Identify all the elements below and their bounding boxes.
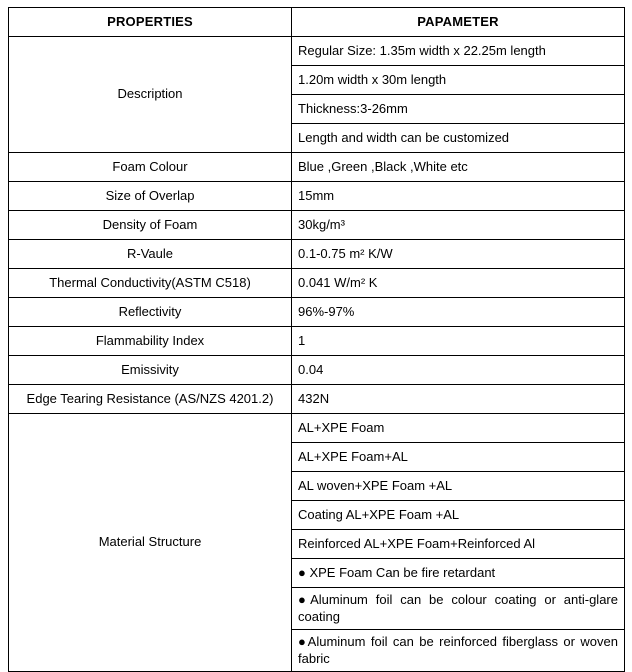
value-cell-material-2: AL+XPE Foam+AL <box>292 443 625 472</box>
value-cell-description-thickness: Thickness:3-26mm <box>292 95 625 124</box>
table-row <box>9 356 625 385</box>
property-cell-edge-tearing: Edge Tearing Resistance (AS/NZS 4201.2) <box>9 385 292 414</box>
property-cell-r-value: R-Vaule <box>9 240 292 269</box>
value-cell-description-size: Regular Size: 1.35m width x 22.25m length <box>292 37 625 66</box>
property-cell-size-of-overlap: Size of Overlap <box>9 182 292 211</box>
spec-table <box>8 7 625 672</box>
value-cell-thermal-conductivity: 0.041 W/m² K <box>292 269 625 298</box>
value-cell-material-5: Reinforced AL+XPE Foam+Reinforced Al <box>292 530 625 559</box>
property-cell-foam-colour: Foam Colour <box>9 153 292 182</box>
table-row <box>9 269 625 298</box>
column-header-properties: PROPERTIES <box>9 8 292 37</box>
value-cell-foam-colour: Blue ,Green ,Black ,White etc <box>292 153 625 182</box>
table-row <box>9 211 625 240</box>
value-cell-material-note-3: ●Aluminum foil can be reinforced fiberglass or woven fabric <box>292 630 625 672</box>
table-body <box>9 37 625 672</box>
table-row <box>9 153 625 182</box>
value-cell-description-custom: Length and width can be customized <box>292 124 625 153</box>
value-cell-edge-tearing: 432N <box>292 385 625 414</box>
property-cell-reflectivity: Reflectivity <box>9 298 292 327</box>
value-cell-size-of-overlap: 15mm <box>292 182 625 211</box>
value-cell-flammability-index: 1 <box>292 327 625 356</box>
table-row <box>9 327 625 356</box>
table-row <box>9 182 625 211</box>
table-row <box>9 385 625 414</box>
value-cell-material-4: Coating AL+XPE Foam +AL <box>292 501 625 530</box>
value-cell-reflectivity: 96%-97% <box>292 298 625 327</box>
table-header <box>9 8 625 37</box>
property-cell-emissivity: Emissivity <box>9 356 292 385</box>
header-row <box>9 8 625 37</box>
table-row <box>9 298 625 327</box>
value-cell-material-1: AL+XPE Foam <box>292 414 625 443</box>
value-cell-description-size2: 1.20m width x 30m length <box>292 66 625 95</box>
value-cell-emissivity: 0.04 <box>292 356 625 385</box>
table-row <box>9 37 625 66</box>
value-cell-density: 30kg/m³ <box>292 211 625 240</box>
property-cell-density: Density of Foam <box>9 211 292 240</box>
table-row <box>9 414 625 443</box>
column-header-parameter: PAPAMETER <box>292 8 625 37</box>
value-cell-r-value: 0.1-0.75 m² K/W <box>292 240 625 269</box>
value-cell-material-3: AL woven+XPE Foam +AL <box>292 472 625 501</box>
table-row <box>9 240 625 269</box>
property-cell-flammability-index: Flammability Index <box>9 327 292 356</box>
property-cell-description: Description <box>9 37 292 153</box>
property-cell-thermal-conductivity: Thermal Conductivity(ASTM C518) <box>9 269 292 298</box>
property-cell-material-structure: Material Structure <box>9 414 292 672</box>
value-cell-material-note-2: ●Aluminum foil can be colour coating or anti-glare coating <box>292 588 625 630</box>
value-cell-material-note-1: ● XPE Foam Can be fire retardant <box>292 559 625 588</box>
